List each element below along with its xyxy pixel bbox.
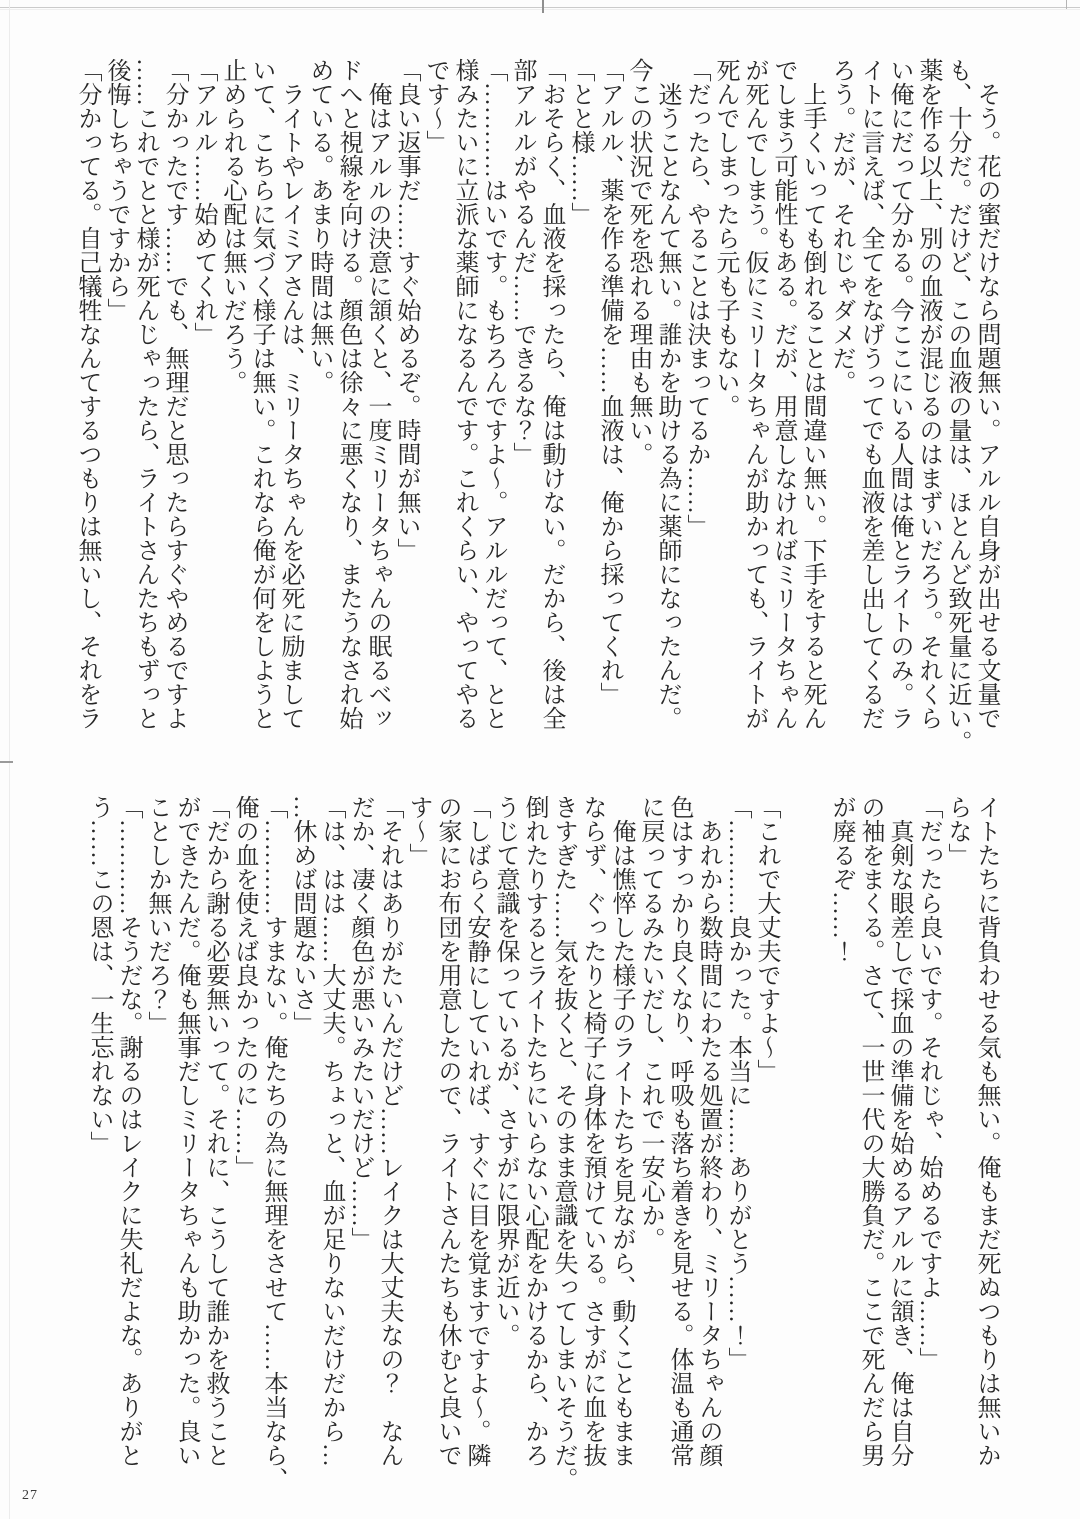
text-column: 「しばらく安静にしていれば、すぐに目を覚ますですよ〜。隣 <box>463 795 489 1467</box>
text-column: 俺は憔悴した様子のライトたちを見ながら、動くこともまま <box>608 795 634 1467</box>
text-column: 様みたいに立派な薬師になるんです。これくらい、やってやる <box>451 58 477 730</box>
text-column: す〜」 <box>405 795 431 867</box>
text-column: ……これでとと様が死んじゃったら、ライトさんたちもずっと <box>132 58 158 730</box>
text-column: 止められる心配は無いだろう。 <box>219 58 245 394</box>
text-column: …休めば問題ないさ」 <box>289 795 315 1035</box>
text-column: イトに言えば、全てをなげうってでも血液を差し出してくるだ <box>857 58 883 730</box>
text-column: 薬を作る以上、別の血液が混じるのはまずいだろう。それくら <box>915 58 941 730</box>
text-column: うじて意識を保っているが、さすがに限界が近い。 <box>492 795 518 1347</box>
text-column: ことしか無いだろ？」 <box>144 795 170 1035</box>
text-column: の家にお布団を用意したので、ライトさんたちも休むと良いで <box>434 795 460 1467</box>
text-column: 俺の血を使えば良かったのに……」 <box>231 795 257 1179</box>
scan-registration-tick-center <box>542 0 544 13</box>
text-column: 「アルル……始めてくれ」 <box>190 58 216 346</box>
text-column: も、十分だ。だけど、この血液の量は、ほとんど致死量に近い。 <box>944 58 970 754</box>
text-column: い俺にだって分かる。今ここにいる人間は俺とライトのみ。ラ <box>886 58 912 730</box>
text-column: 「良い返事だ……すぐ始めるぞ。時間が無い」 <box>393 58 419 562</box>
text-column: 俺はアルルの決意に頷くと、一度ミリータちゃんの眠るベッ <box>364 58 390 730</box>
text-column: 迷うことなんて無い。誰かを助ける為に薬師になったんだ。 <box>654 58 680 730</box>
text-column: の袖をまくる。さて、一世一代の大勝負だ。ここで死んだら男 <box>857 795 883 1467</box>
text-column: ろう。だが、それじゃダメだ。 <box>828 58 854 394</box>
blank-column-scene-break <box>780 795 826 1495</box>
text-column: 「分かったです……でも、無理だと思ったらすぐやめるですよ <box>161 58 187 730</box>
text-column: ライトやレイミアさんは、ミリータちゃんを必死に励まして <box>277 58 303 730</box>
text-column: ドへと視線を向ける。顔色は徐々に悪くなり、またうなされ始 <box>335 58 361 730</box>
scan-edge-top-line <box>0 7 1080 8</box>
text-block-top <box>72 58 1000 758</box>
text-column: 「これで大丈夫ですよ〜」 <box>753 795 779 1083</box>
text-column: が死んでしまう。仮にミリータちゃんが助かっても、ライトが <box>741 58 767 730</box>
text-column: でしまう可能性もある。だが、用意しなければミリータちゃん <box>770 58 796 730</box>
text-column: らな」 <box>944 795 970 867</box>
text-column: に戻ってるみたいだし、これで一安心か。 <box>637 795 663 1251</box>
text-column: 「分かってる。自己犠牲なんてするつもりは無いし、それをラ <box>74 58 100 730</box>
text-column: 死んでしまったら元も子もない。 <box>712 58 738 418</box>
scan-edge-left-line <box>9 0 10 1519</box>
text-column: ならず、ぐったりと椅子に身体を預けている。さすがに血を抜 <box>579 795 605 1467</box>
text-column: 色はすっかり良くなり、呼吸も落ち着きを見せる。体温も通常 <box>666 795 692 1467</box>
text-column: 真剣な眼差しで採血の準備を始めるアルルに頷き、俺は自分 <box>886 795 912 1467</box>
text-column: 「だから謝る必要無いって。それに、こうして誰かを救うこと <box>202 795 228 1467</box>
text-column: が廃るぞ……！ <box>828 795 854 963</box>
text-column: 「アルル、薬を作る準備を……血液は、俺から採ってくれ」 <box>596 58 622 706</box>
text-column: ができたんだ。俺も無事だしミリータちゃんも助かった。良い <box>173 795 199 1467</box>
text-column: う……この恩は、一生忘れない」 <box>86 795 112 1155</box>
text-column: きすぎた……気を抜くと、そのまま意識を失ってしまいそうだ。 <box>550 795 576 1491</box>
page-number: 27 <box>22 1488 38 1503</box>
scan-registration-tick-right <box>1066 0 1067 9</box>
text-column: 「おそらく、血液を採ったら、俺は動けない。だから、後は全 <box>538 58 564 730</box>
text-column: そう。花の蜜だけなら問題無い。アルル自身が出せる文量で <box>973 58 999 730</box>
text-column: 「…………良かった。本当に……ありがとう……！」 <box>724 795 750 1371</box>
text-column: 「とと様……」 <box>567 58 593 226</box>
text-column: 今この状況で死を恐れる理由も無い。 <box>625 58 651 466</box>
text-column: 「それはありがたいんだけど……レイクは大丈夫なの？ なん <box>376 795 402 1467</box>
text-column: 「は、はは……大丈夫。ちょっと、血が足りないだけだから… <box>318 795 344 1467</box>
text-column: いて、こちらに気づく様子は無い。これなら俺が何をしようと <box>248 58 274 730</box>
text-column: あれから数時間にわたる処置が終わり、ミリータちゃんの顔 <box>695 795 721 1467</box>
text-column: 倒れたりするとライトたちにいらない心配をかけるから、かろ <box>521 795 547 1467</box>
text-column: めている。あまり時間は無い。 <box>306 58 332 394</box>
text-column: 後悔しちゃうですから」 <box>103 58 129 322</box>
text-column: 「だったら、やることは決まってるか……」 <box>683 58 709 538</box>
text-column: だか、凄く顔色が悪いみたいだけど……」 <box>347 795 373 1251</box>
text-column: 部アルルがやるんだ……できるな？」 <box>509 58 535 466</box>
text-column: 「…………すまない。俺たちの為に無理をさせて……本当なら、 <box>260 795 286 1491</box>
text-column: 「…………そうだな。謝るのはレイクに失礼だよな。ありがと <box>115 795 141 1467</box>
text-column: 上手くいっても倒れることは間違い無い。下手をすると死ん <box>799 58 825 730</box>
text-column: 「…………はいです。もちろんですよ〜。アルルだって、とと <box>480 58 506 730</box>
text-column: イトたちに背負わせる気も無い。俺もまだ死ぬつもりは無いか <box>973 795 999 1467</box>
text-block-bottom <box>84 795 1000 1495</box>
text-column: 「だったら良いです。それじゃ、始めるですよ……」 <box>915 795 941 1371</box>
scan-fold-mark <box>0 761 13 763</box>
text-column: です〜」 <box>422 58 448 154</box>
